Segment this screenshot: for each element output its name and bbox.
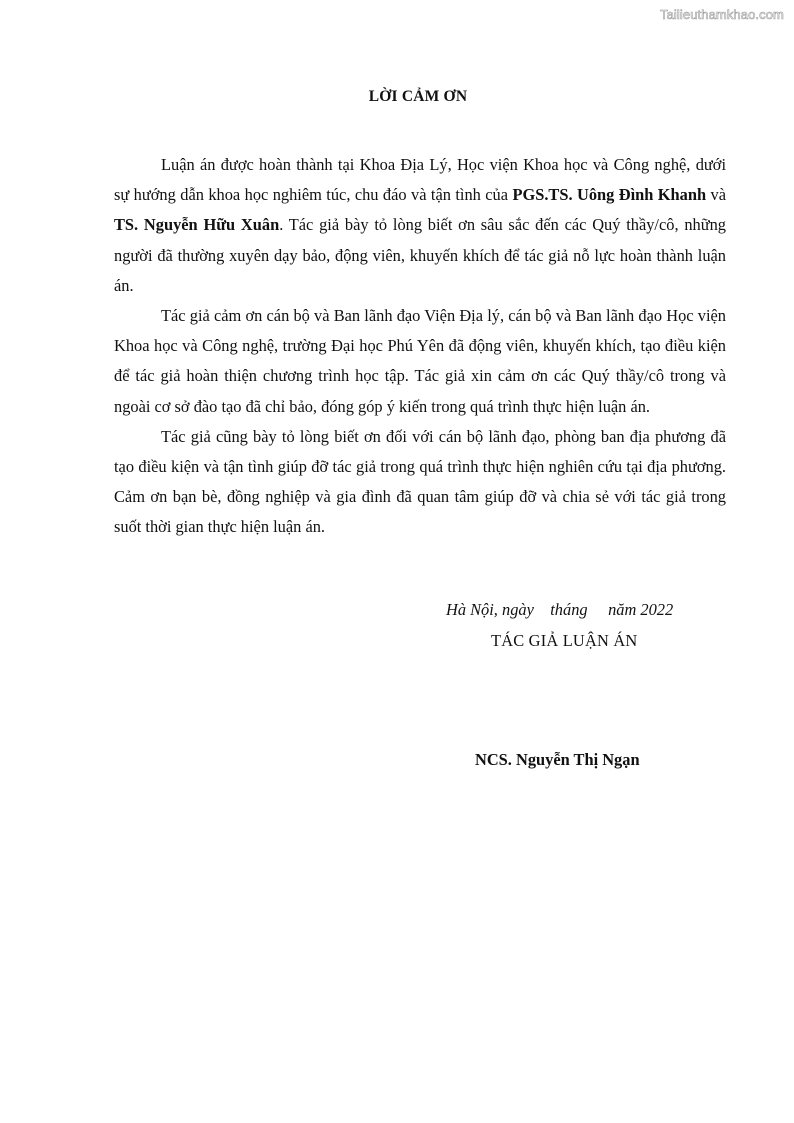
author-name: NCS. Nguyễn Thị Ngạn [475, 750, 640, 769]
supervisor-2: TS. Nguyễn Hữu Xuân [114, 215, 280, 235]
acknowledgement-body [114, 150, 726, 543]
paragraph-2: Tác giả cảm ơn cán bộ và Ban lãnh đạo Viện Địa lý, cán bộ và Ban lãnh đạo Học viện Khoa học và Công nghệ, trường Đại học Phú Yên đã động viên, khuyến khích, tạo điều kiện để tác giả hoàn thiện chương trình học tập. Tác giả xin cảm ơn các Quý thầy/cô trong và ngoài cơ sở đào tạo đã chỉ bảo, đóng góp ý kiến trong quá trình thực hiện luận án. [114, 306, 726, 416]
supervisor-1: PGS.TS. Uông Đình Khanh [512, 185, 707, 205]
paragraph-3: Tác giả cũng bày tỏ lòng biết ơn đối với cán bộ lãnh đạo, phòng ban địa phương đã tạo điều kiện và tận tình giúp đỡ tác giả trong quá trình thực hiện nghiên cứu tại địa phương. Cảm ơn bạn bè, đồng nghiệp và gia đình đã quan tâm giúp đỡ và chia sẻ với tác giả trong suốt thời gian thực hiện luận án. [114, 426, 726, 537]
page-title: LỜI CẢM ƠN [368, 88, 468, 105]
paragraph-1 [114, 150, 726, 301]
paragraph-1-text-b: và [706, 185, 727, 205]
paragraph-1-text-a: Luận án được hoàn thành tại Khoa Địa Lý, Học viện Khoa học và Công nghệ, dưới sự hướng dẫn khoa học nghiêm túc, chu đáo và tận tình của [114, 155, 726, 205]
date-line: Hà Nội, ngày tháng năm 2022 [446, 600, 674, 619]
author-title: TÁC GIẢ LUẬN ÁN [491, 631, 638, 650]
watermark: Tailieuthamkhao.com [659, 7, 784, 22]
paragraph-1-text-c: . Tác giả bày tỏ lòng biết ơn sâu sắc đến các Quý thầy/cô, những người đã thường xuyên dạy bảo, động viên, khuyến khích để tác giả nỗ lực hoàn thành luận án. [114, 215, 726, 295]
